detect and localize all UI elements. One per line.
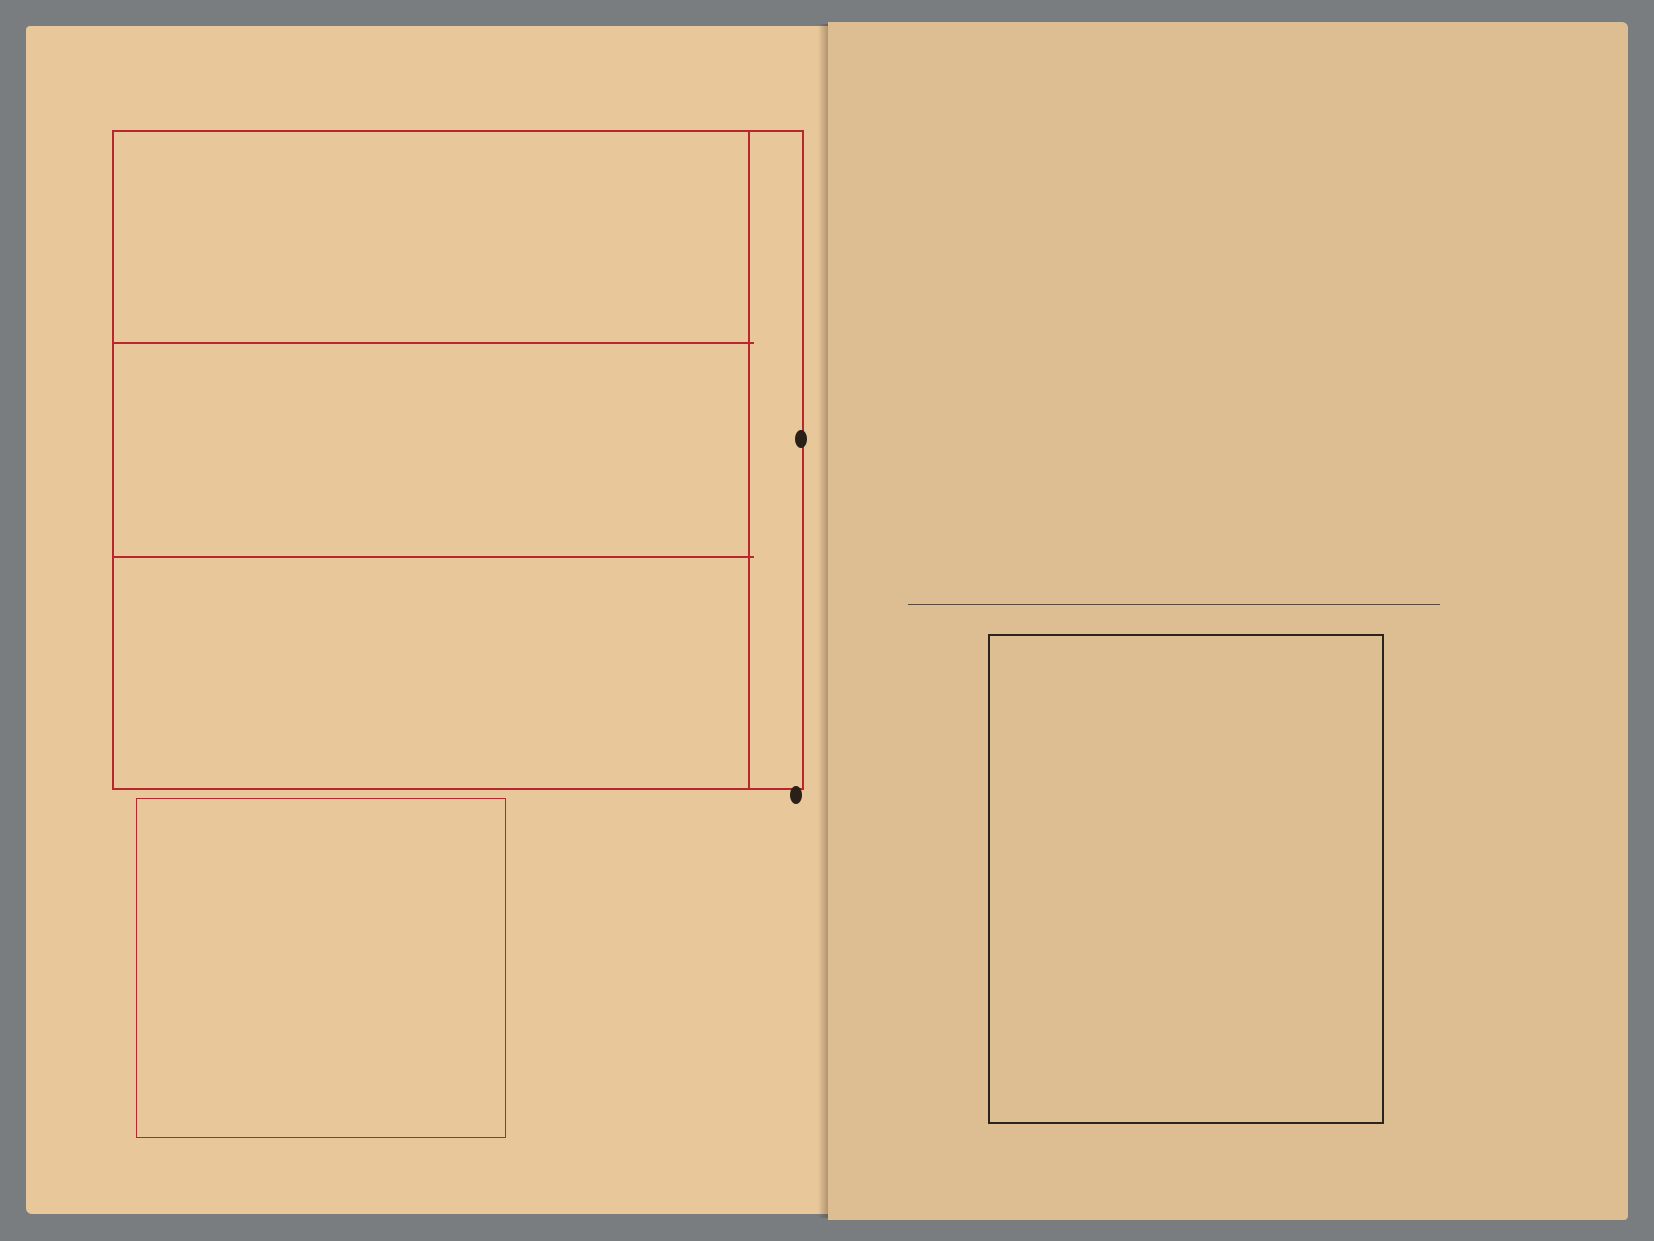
cooking-course-box (988, 634, 1384, 1124)
binding-hole (795, 430, 807, 448)
colophon-box (136, 798, 506, 1138)
price-notice (864, 640, 888, 1110)
right-page (828, 22, 1628, 1220)
index-row-divider-1 (114, 342, 754, 344)
binding-hole (790, 786, 802, 804)
left-page (26, 26, 832, 1214)
index-row-2 (166, 360, 736, 546)
afterword-text (512, 816, 704, 1136)
recipe-index-box (112, 130, 804, 790)
index-row-1 (166, 146, 736, 332)
index-row-3 (166, 572, 736, 778)
index-row-divider-2 (114, 556, 754, 558)
section-divider (908, 604, 1440, 605)
index-title-rule (748, 132, 750, 788)
